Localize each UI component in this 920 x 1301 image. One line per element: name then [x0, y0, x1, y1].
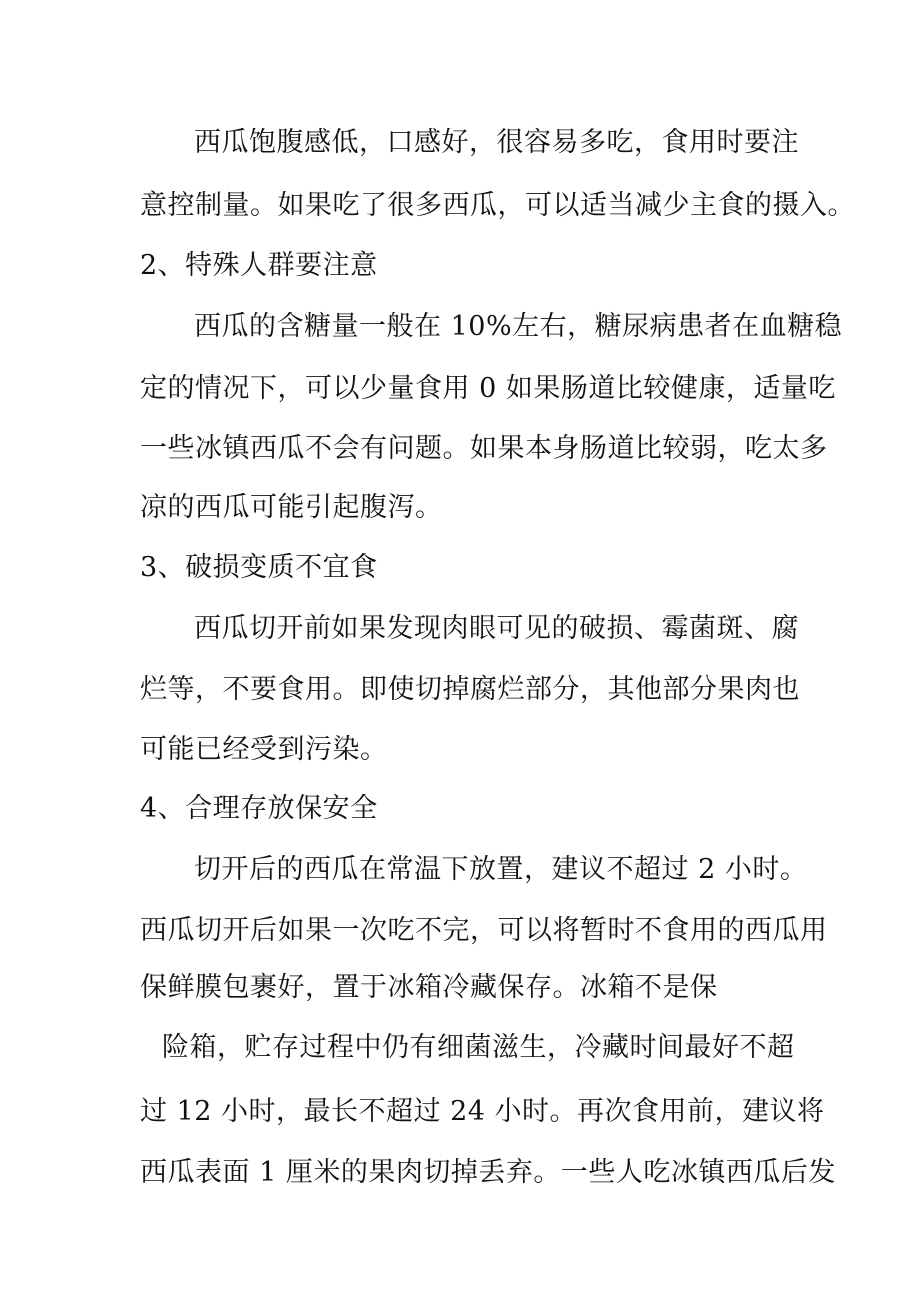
paragraph-2-line-1: 西瓜的含糖量一般在 10%左右，糖尿病患者在血糖稳: [194, 311, 843, 342]
paragraph-1-line-1: 西瓜饱腹感低，口感好，很容易多吃，食用时要注: [194, 127, 799, 158]
section-heading-2: 2、特殊人群要注意: [140, 250, 378, 281]
section-heading-3: 3、破损变质不宜食: [140, 552, 378, 583]
paragraph-4-line-4: 险箱，贮存过程中仍有细菌滋生，冷藏时间最好不超: [162, 1032, 795, 1063]
paragraph-4-line-6: 西瓜表面 1 厘米的果肉切掉丢弃。一些人吃冰镇西瓜后发: [140, 1157, 836, 1188]
paragraph-2-line-2: 定的情况下，可以少量食用 0 如果肠道比较健康，适量吃: [140, 373, 836, 404]
paragraph-2-line-4: 凉的西瓜可能引起腹泻。: [140, 492, 443, 523]
paragraph-2-line-3: 一些冰镇西瓜不会有问题。如果本身肠道比较弱，吃太多: [140, 433, 828, 464]
paragraph-4-line-5: 过 12 小时，最长不超过 24 小时。再次食用前，建议将: [140, 1096, 825, 1127]
section-heading-4: 4、合理存放保安全: [140, 793, 378, 824]
paragraph-3-line-3: 可能已经受到污染。: [140, 734, 388, 765]
paragraph-3-line-2: 烂等，不要食用。即使切掉腐烂部分，其他部分果肉也: [140, 674, 800, 705]
paragraph-1-line-2: 意控制量。如果吃了很多西瓜，可以适当减少主食的摄入。: [140, 190, 855, 221]
paragraph-4-line-1: 切开后的西瓜在常温下放置，建议不超过 2 小时。: [194, 854, 808, 885]
paragraph-3-line-1: 西瓜切开前如果发现肉眼可见的破损、霉菌斑、腐: [194, 613, 799, 644]
paragraph-4-line-3: 保鲜膜包裹好，置于冰箱冷藏保存。冰箱不是保: [140, 972, 718, 1003]
paragraph-4-line-2: 西瓜切开后如果一次吃不完，可以将暂时不食用的西瓜用: [140, 915, 828, 946]
